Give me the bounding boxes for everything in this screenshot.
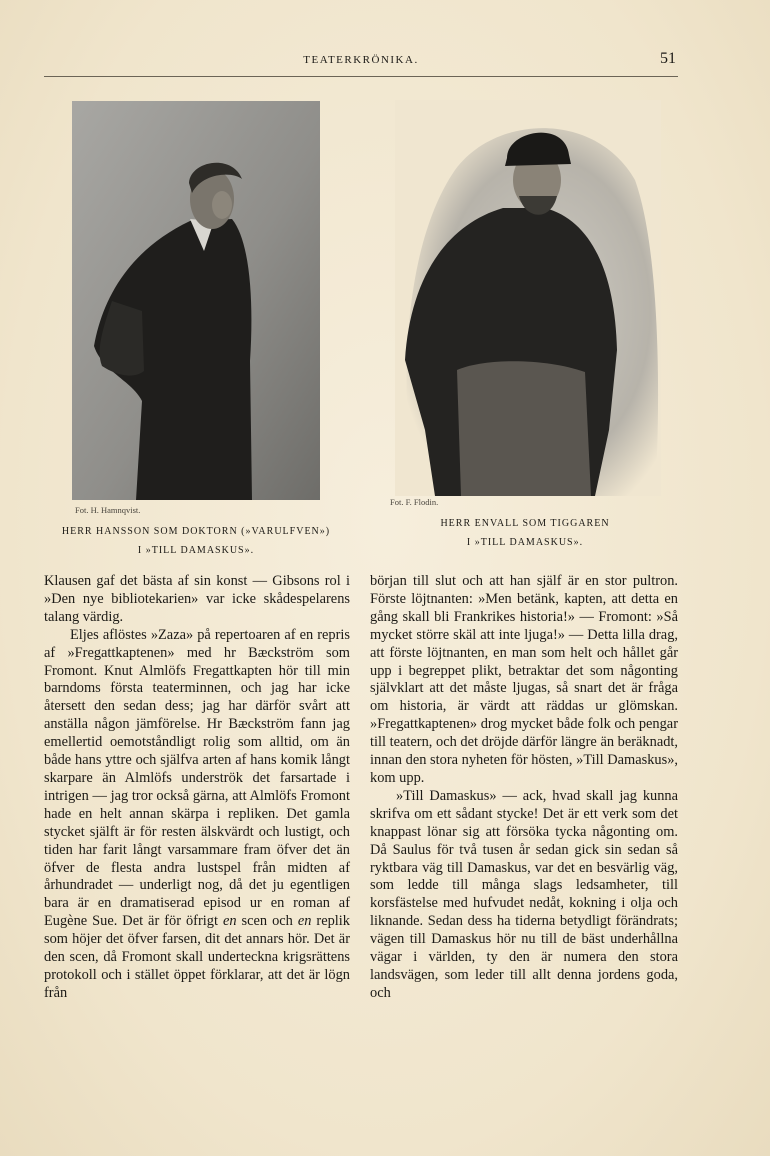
text-run: replik som höjer det öfver farsen, dit det annars hör. Det är den scen, då Fromont skall underteckna krigsrättens protokoll och i stället öppet förklarar, att det är lögn från [44,913,350,1001]
caption-left-line1: HERR HANSSON SOM DOKTORN (»VARULFVEN») [61,526,331,537]
emphasis: en [222,913,237,930]
photo-credit-left: Fot. H. Hamnqvist. [75,505,141,515]
photo-hansson-as-doctor [72,101,320,500]
text-column-left [44,573,350,1003]
paragraph: »Till Damaskus» — ack, hvad skall jag kunna skrifva om ett sådant stycke! Det är ett verk som det knappast lönar sig att försöka tycka någonting om. Då Saulus för två tusen år sedan gick sin sedan så ryktbara väg till Damaskus, var det en besvärlig väg, som ledde till många slags ledsamheter, till korsfästelse med hufvudet nedåt, kokning i olja och liknande. Sedan dess ha tiderna betydligt förändrats; vägen till Damaskus hör nu till de bäst underhållna vägar i världen, ty den är numera den stora landsvägen, som leder till allt denna jordens goda, och [370,787,678,1001]
page-number: 51 [660,50,676,67]
paragraph: början till slut och att han själf är en stor pultron. Förste löjtnanten: »Men betänk, kapten, att detta en gång skall bli Frankrikes historia!» — Fromont: »Så mycket större skäl att inte ljuga!» — Detta lilla drag, att förste löjtnanten, en man som helt och hållet går upp i begreppet plikt, betraktar det som någonting självklart att det måste ljugas, så snart det är fråga om historia, är värdt att räddas ur glömskan. »Fregattkaptenen» drog mycket både folk och pengar till teatern, och det dröjde därför längre än beräknadt, innan den stora nyheten för hösten, »Till Damaskus», kom upp. [370,573,678,786]
photo-credit-right: Fot. F. Flodin. [390,497,439,507]
text-column-right [370,573,678,1003]
photo-envall-as-beggar [395,100,661,496]
caption-right-line2: I »TILL DAMASKUS». [466,537,584,548]
text-run: scen och [236,913,298,930]
running-head: TEATERKRÖNIKA. [303,54,419,66]
emphasis: en [297,913,312,930]
paragraph [44,627,350,1003]
caption-left-line2: I »TILL DAMASKUS». [137,545,255,556]
caption-right [415,514,635,552]
caption-right-line1: HERR ENVALL SOM TIGGAREN [440,518,610,529]
caption-left [44,522,348,560]
text-run: Eljes aflöstes »Zaza» på repertoaren af en repris af »Fregattkaptenen» med hr Bæckström som Fromont. Knut Almlöfs Fregattkapten hör till min barndoms första teaterminnen, och jag har icke återsett den sedan dess; jag har därför svårt att anställa någon jämförelse. Hr Bæckström fann jag emellertid oemotståndligt rolig som alltid, om än både hans yttre och själfva arten af hans komik långt skarpare än Almlöfs underströk det farsartade i intrigen — jag tror också gärna, att Almlöfs Fromont hade en helt annan skärpa i repliken. Det gamla stycket själft är för resten älskvärdt och lustigt, och tiden har farit långt varsammare fram öfver det än öfver de flesta andra lustspel från midten af århundradet — underligt nog, då det ju egentligen bara är en dramatiserad episod ur en roman af Eugène Sue. Det är för öfrigt [44,626,350,930]
paragraph: Klausen gaf det bästa af sin konst — Gibsons rol i »Den nye bibliotekarien» var icke skådespelarens talang värdig. [44,573,350,625]
page-header [44,52,678,77]
